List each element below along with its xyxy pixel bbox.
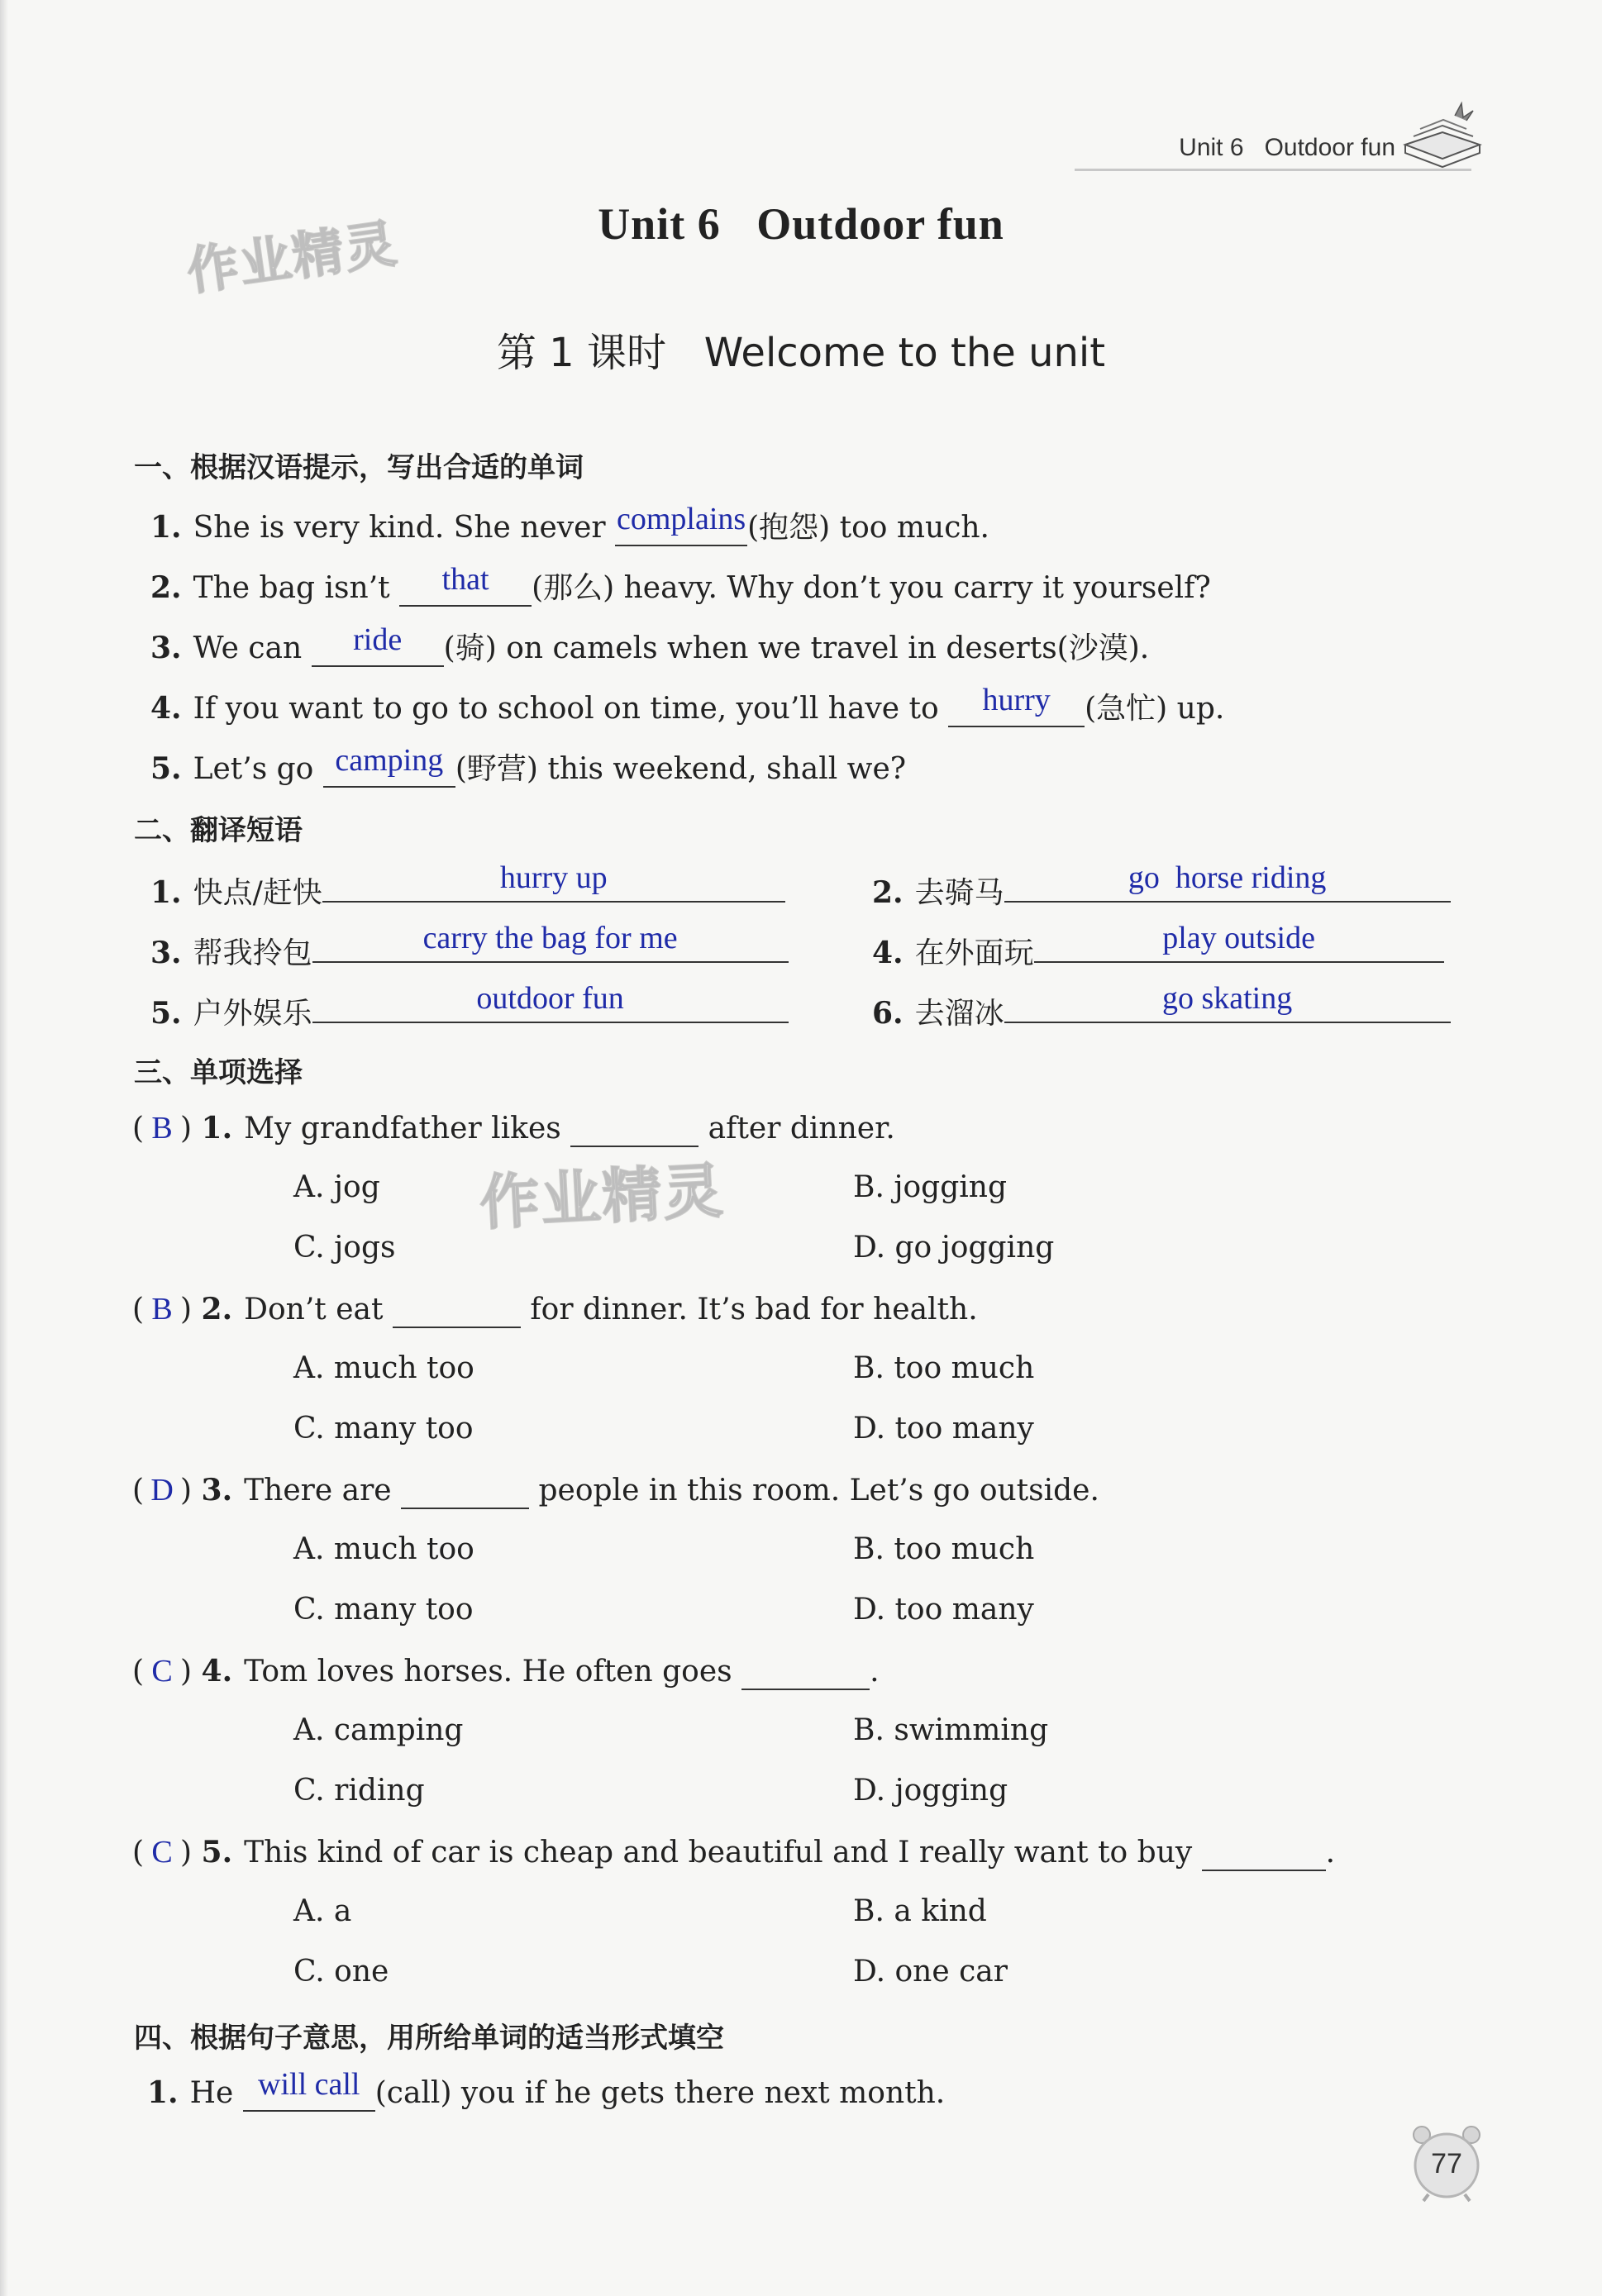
answer-blank[interactable] <box>312 622 444 667</box>
item-text: (骑) on camels when we travel in deserts(沙漠). <box>443 631 1150 665</box>
answer-paren-open: ( <box>132 1474 145 1508</box>
unit-title-name: Outdoor fun <box>756 199 1004 249</box>
answer-blank[interactable] <box>1034 921 1444 963</box>
handwritten-answer: hurry up <box>499 860 608 895</box>
phrase-chinese: 帮我拎包 <box>193 936 312 970</box>
option-a[interactable]: A. much too <box>293 1532 474 1566</box>
option-d[interactable]: D. too many <box>853 1593 1034 1627</box>
phrase-item <box>150 981 789 1032</box>
answer-blank[interactable] <box>1004 860 1451 903</box>
phrase-item <box>150 921 789 972</box>
handwritten-answer: will call <box>258 2067 360 2102</box>
fill-item <box>150 745 906 788</box>
handwritten-choice[interactable]: C <box>151 1835 173 1870</box>
answer-paren-open: ( <box>132 1655 145 1689</box>
option-c[interactable]: C. many too <box>293 1593 474 1627</box>
answer-paren-open: ( <box>132 1293 145 1327</box>
section-heading: 四、根据句子意思，用所给单词的适当形式填空 <box>134 2022 724 2055</box>
handwritten-answer: ride <box>353 622 403 657</box>
item-number: 2. <box>872 875 904 910</box>
item-number: 1. <box>201 1111 233 1146</box>
item-text: She is very kind. She never <box>193 511 606 545</box>
option-a[interactable]: A. camping <box>293 1713 464 1747</box>
item-number: 2. <box>201 1292 233 1327</box>
item-number: 1. <box>147 2075 179 2110</box>
fill-item <box>150 622 1150 667</box>
books-icon <box>1397 99 1488 177</box>
fill-item <box>147 2067 946 2112</box>
question-text: My grandfather likes <box>244 1112 561 1146</box>
header-topic: Outdoor fun <box>1264 134 1395 161</box>
item-number: 6. <box>872 996 904 1031</box>
answer-blank[interactable] <box>948 683 1085 727</box>
answer-blank[interactable] <box>322 860 785 903</box>
item-number: 3. <box>150 936 182 970</box>
phrase-item <box>872 981 1451 1032</box>
item-text: The bag isn’t <box>193 571 390 605</box>
handwritten-answer: go skating <box>1161 981 1293 1016</box>
item-number: 4. <box>201 1654 233 1689</box>
item-number: 3. <box>201 1473 233 1508</box>
lesson-title <box>0 321 1602 378</box>
watermark-logo: 作业精灵 <box>478 1155 727 1238</box>
item-text: He <box>189 2076 234 2110</box>
handwritten-answer: hurry <box>982 683 1051 717</box>
answer-paren-close: ) <box>180 1474 193 1508</box>
handwritten-answer: camping <box>335 743 444 778</box>
handwritten-answer: carry the bag for me <box>422 921 678 955</box>
question-text: . <box>870 1655 880 1689</box>
question-blank <box>1202 1836 1326 1871</box>
question-blank <box>570 1112 698 1147</box>
handwritten-choice[interactable]: D <box>150 1473 174 1508</box>
question-blank <box>741 1655 870 1690</box>
item-number: 1. <box>150 510 182 545</box>
question-text: . <box>1325 1836 1336 1870</box>
mc-question <box>132 1472 1099 1509</box>
handwritten-answer: that <box>441 562 489 597</box>
option-a[interactable]: A. jog <box>293 1170 380 1204</box>
option-d[interactable]: D. too many <box>853 1412 1034 1446</box>
item-text: (野营) this weekend, shall we? <box>455 752 907 786</box>
handwritten-answer: complains <box>616 502 746 536</box>
handwritten-answer: play outside <box>1162 921 1315 955</box>
item-text: (那么) heavy. Why don’t you carry it yourself? <box>532 571 1211 605</box>
answer-blank[interactable] <box>323 743 455 788</box>
page-number: 77 <box>1431 2148 1462 2179</box>
phrase-chinese: 快点/赶快 <box>193 876 322 910</box>
question-text: There are <box>244 1474 392 1508</box>
unit-title-number: Unit 6 <box>598 199 721 249</box>
mc-question <box>132 1653 880 1690</box>
question-text: for dinner. It’s bad for health. <box>530 1293 978 1327</box>
answer-blank[interactable] <box>243 2067 375 2112</box>
question-text: This kind of car is cheap and beautiful and I really want to buy <box>244 1836 1193 1870</box>
section-heading: 二、翻译短语 <box>134 814 303 847</box>
answer-paren-open: ( <box>132 1836 145 1870</box>
option-b[interactable]: B. too much <box>853 1351 1035 1385</box>
item-text: If you want to go to school on time, you’ll have to <box>193 692 939 726</box>
mc-question <box>132 1291 978 1328</box>
section-heading: 一、根据汉语提示，写出合适的单词 <box>134 451 584 484</box>
lesson-number: 第 1 课时 <box>496 330 666 376</box>
phrase-item <box>150 860 785 912</box>
item-text: (call) you if he gets there next month. <box>374 2076 946 2110</box>
page-number-badge <box>1405 2120 1488 2203</box>
question-text: Don’t eat <box>244 1293 384 1327</box>
answer-paren-close: ) <box>180 1655 193 1689</box>
section-heading: 三、单项选择 <box>134 1056 303 1089</box>
question-text: after dinner. <box>708 1112 895 1146</box>
answer-blank[interactable] <box>615 502 747 546</box>
mc-question <box>132 1834 1335 1871</box>
item-number: 3. <box>150 631 182 665</box>
answer-blank[interactable] <box>1004 981 1451 1023</box>
unit-title <box>0 198 1602 250</box>
handwritten-choice[interactable]: B <box>151 1292 173 1327</box>
phrase-chinese: 户外娱乐 <box>193 997 312 1031</box>
handwritten-answer: outdoor fun <box>476 981 624 1016</box>
handwritten-answer: go horse riding <box>1128 860 1327 895</box>
option-b[interactable]: B. swimming <box>853 1713 1049 1747</box>
header-unit: Unit 6 <box>1179 134 1244 161</box>
phrase-chinese: 去溜冰 <box>914 997 1004 1031</box>
item-number: 2. <box>150 570 182 605</box>
answer-paren-close: ) <box>180 1836 193 1870</box>
answer-paren-close: ) <box>180 1293 193 1327</box>
fill-item <box>150 564 1211 607</box>
item-number: 5. <box>201 1835 233 1870</box>
question-text: people in this room. Let’s go outside. <box>538 1474 1099 1508</box>
option-d[interactable]: D. go jogging <box>853 1231 1055 1265</box>
option-c[interactable]: C. many too <box>293 1412 474 1446</box>
item-text: (急忙) up. <box>1085 692 1225 726</box>
item-number: 5. <box>150 751 182 786</box>
answer-paren-close: ) <box>180 1112 193 1146</box>
option-b[interactable]: B. jogging <box>853 1170 1008 1204</box>
mc-question <box>132 1110 895 1147</box>
item-text: We can <box>193 631 303 665</box>
watermark-logo: 作业精灵 <box>183 212 402 302</box>
option-c[interactable]: C. riding <box>293 1774 425 1808</box>
running-header <box>1179 134 1395 162</box>
fill-item <box>150 504 989 546</box>
phrase-item <box>872 860 1451 912</box>
question-blank <box>401 1474 529 1509</box>
answer-blank[interactable] <box>399 562 532 607</box>
fill-item <box>150 685 1224 727</box>
item-number: 1. <box>150 875 182 910</box>
phrase-chinese: 去骑马 <box>914 876 1004 910</box>
question-blank <box>393 1293 521 1328</box>
answer-blank[interactable] <box>312 921 789 963</box>
answer-blank[interactable] <box>312 981 789 1023</box>
option-b[interactable]: B. too much <box>853 1532 1035 1566</box>
option-d[interactable]: D. one car <box>853 1955 1008 1989</box>
option-b[interactable]: B. a kind <box>853 1894 987 1928</box>
handwritten-choice[interactable]: B <box>151 1111 173 1146</box>
item-number: 5. <box>150 996 182 1031</box>
question-text: Tom loves horses. He often goes <box>244 1655 732 1689</box>
option-a[interactable]: A. much too <box>293 1351 474 1385</box>
phrase-item <box>872 921 1444 972</box>
handwritten-choice[interactable]: C <box>151 1654 173 1689</box>
lesson-name: Welcome to the unit <box>703 330 1106 376</box>
option-c[interactable]: C. one <box>293 1955 389 1989</box>
phrase-chinese: 在外面玩 <box>914 936 1034 970</box>
item-text: (抱怨) too much. <box>747 511 989 545</box>
option-a[interactable]: A. a <box>293 1894 352 1928</box>
option-c[interactable]: C. jogs <box>293 1231 396 1265</box>
item-text: Let’s go <box>193 752 314 786</box>
item-number: 4. <box>872 936 904 970</box>
item-number: 4. <box>150 691 182 726</box>
answer-paren-open: ( <box>132 1112 145 1146</box>
option-d[interactable]: D. jogging <box>853 1774 1008 1808</box>
